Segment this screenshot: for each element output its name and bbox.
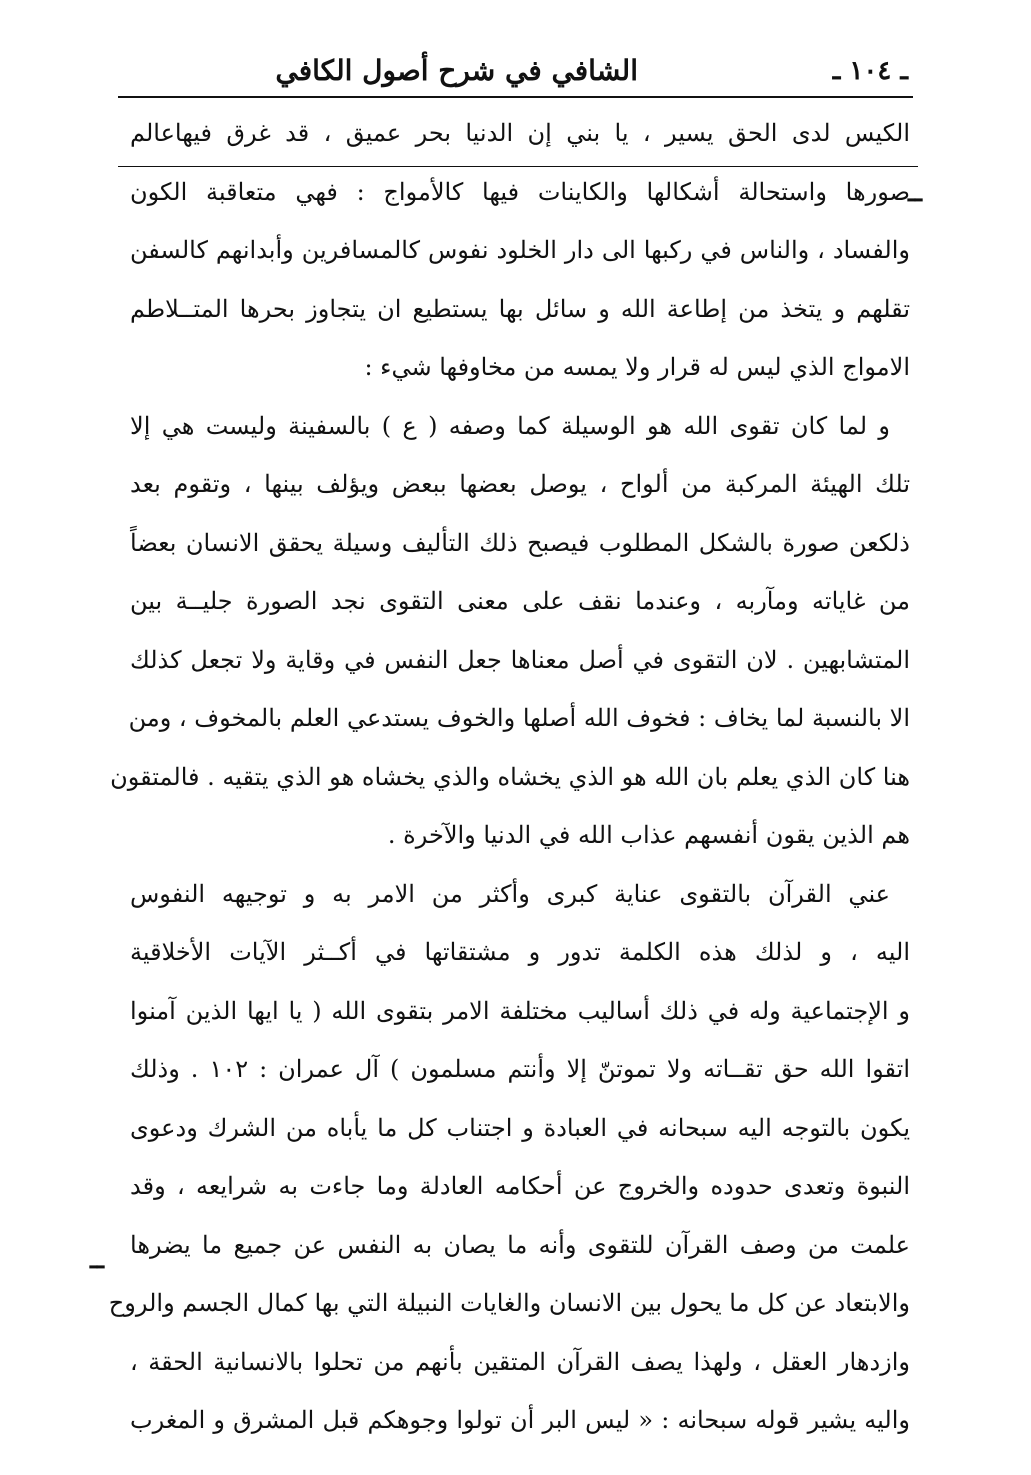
text-line: من غاياته ومآربه ، وعندما نقف على معنى التقوى نجد الصورة جليــة بين	[130, 587, 910, 615]
margin-dash-bottom: ــ	[90, 1245, 105, 1274]
text-line: و لما كان تقوى الله هو الوسيلة كما وصفه ( ع ) بالسفينة وليست هي إلا	[130, 411, 890, 440]
page-header	[118, 44, 908, 94]
text-line: صورها واستحالة أشكالها والكاينات فيها كالأمواج : فهي متعاقبة الكون	[130, 177, 910, 206]
text-line: ذلكعن صورة بالشكل المطلوب فيصبح ذلك التأليف وسيلة يحقق الانسان بعضاً	[130, 528, 910, 557]
text-line: هنا كان الذي يعلم بان الله هو الذي يخشاه والذي يخشاه هو الذي يتقيه . فالمتقون	[110, 762, 910, 791]
text-line: المتشابهين . لان التقوى في أصل معناها جعل النفس في وقاية ولا تجعل كذلك	[130, 645, 910, 674]
text-line: الا بالنسبة لما يخاف : فخوف الله أصلها والخوف يستدعي العلم بالمخوف ، ومن	[128, 704, 910, 732]
text-line: والابتعاد عن كل ما يحول بين الانسان والغايات النبيلة التي بها كمال الجسم والروح	[108, 1289, 910, 1317]
page-number: ـ ١٠٤ ـ	[832, 56, 908, 86]
text-line: علمت من وصف القرآن للتقوى وأنه ما يصان به النفس عن جميع ما يضرها	[130, 1230, 910, 1259]
text-line: واليه يشير قوله سبحانه : « ليس البر أن تولوا وجوهكم قبل المشرق و المغرب	[130, 1406, 910, 1434]
text-line: والفساد ، والناس في ركبها الى دار الخلود نفوس كالمسافرين وأبدانهم كالسفن	[130, 236, 910, 264]
margin-dash-top: ــ	[908, 178, 923, 207]
text-line: تلك الهيئة المركبة من ألواح ، يوصل بعضها ببعض ويؤلف بينها ، وتقوم بعد	[130, 470, 911, 498]
header-rule	[118, 96, 913, 98]
body-text	[108, 104, 911, 1450]
text-line: وازدهار العقل ، ولهذا يصف القرآن المتقين بأنهم من تحلوا بالانسانية الحقة ،	[130, 1347, 910, 1376]
text-line: النبوة وتعدى حدوده والخروج عن أحكامه العادلة وما جاءت به شرايعه ، وقد	[130, 1172, 910, 1200]
text-line: الامواج الذي ليس له قرار ولا يمسه من مخاوفها شيء :	[364, 353, 910, 381]
text-line: يكون بالتوجه اليه سبحانه في العبادة و اجتناب كل ما يأباه من الشرك ودعوى	[130, 1113, 910, 1142]
text-line: عني القرآن بالتقوى عناية كبرى وأكثر من الامر به و توجيهه النفوس	[130, 879, 890, 908]
text-line: هم الذين يقون أنفسهم عذاب الله في الدنيا والآخرة .	[387, 821, 910, 849]
text-line: الكيس لدى الحق يسير ، يا بني إن الدنيا بحر عميق ، قد غرق فيهاعالم	[130, 119, 910, 147]
running-title: الشافي في شرح أصول الكافي	[275, 54, 638, 87]
text-line: اليه ، و لذلك هذه الكلمة تدور و مشتقاتها في أكــثر الآيات الأخلاقية	[130, 938, 910, 966]
text-line: اتقوا الله حق تقــاته ولا تموتنّ إلا وأنتم مسلمون ) آل عمران : ١٠٢ . وذلك	[130, 1055, 911, 1083]
text-line: تقلهم و يتخذ من إطاعة الله و سائل بها يستطيع ان يتجاوز بحرها المتــلاطم	[130, 294, 910, 323]
text-line: و الإجتماعية وله في ذلك أساليب مختلفة الامر بتقوى الله ( يا ايها الذين آمنوا	[130, 996, 910, 1025]
